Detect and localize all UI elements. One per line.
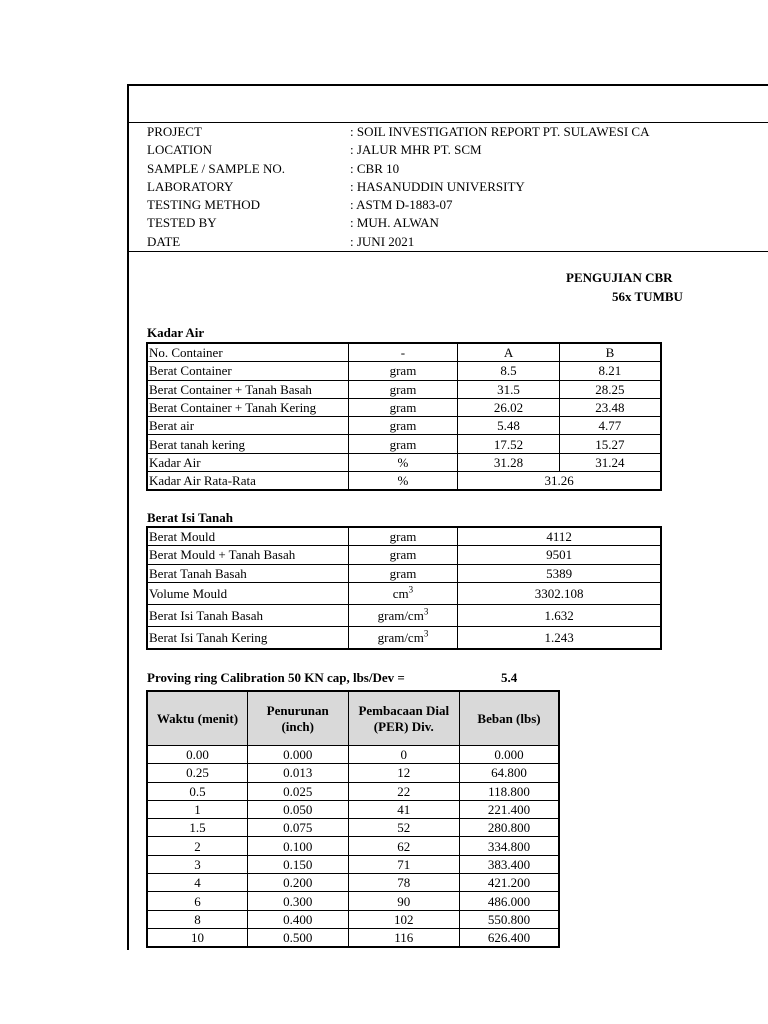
kadar-air-row bbox=[147, 435, 661, 453]
kadar-air-a: 31.5 bbox=[458, 380, 560, 398]
berat-isi-unit-exponent: 3 bbox=[423, 628, 429, 639]
load-cell-waktu: 3 bbox=[147, 855, 247, 873]
kadar-air-label: Berat Container + Tanah Basah bbox=[147, 380, 348, 398]
kadar-air-unit: % bbox=[348, 453, 458, 471]
kadar-air-b: 28.25 bbox=[559, 380, 661, 398]
load-row bbox=[147, 819, 559, 837]
load-cell-beban: 334.800 bbox=[460, 837, 559, 855]
load-cell-waktu: 0.5 bbox=[147, 782, 247, 800]
info-value: : JUNI 2021 bbox=[350, 233, 415, 249]
header-separator-bottom bbox=[129, 251, 768, 252]
berat-isi-label: Berat Isi Tanah Basah bbox=[147, 604, 348, 626]
kadar-air-a: 17.52 bbox=[458, 435, 560, 453]
kadar-air-row bbox=[147, 362, 661, 380]
load-cell-beban: 626.400 bbox=[460, 928, 559, 947]
info-label: TESTED BY bbox=[147, 215, 217, 231]
berat-isi-label: Berat Mould bbox=[147, 527, 348, 546]
header-pembacaan-dial: Pembacaan Dial (PER) Div. bbox=[348, 691, 460, 746]
kadar-air-label: Kadar Air bbox=[147, 453, 348, 471]
info-value: : SOIL INVESTIGATION REPORT PT. SULAWESI CA bbox=[350, 124, 650, 139]
load-cell-penurunan: 0.300 bbox=[247, 892, 348, 910]
load-row bbox=[147, 855, 559, 873]
berat-isi-value: 1.243 bbox=[458, 626, 661, 649]
kadar-air-a: 8.5 bbox=[458, 362, 560, 380]
frame-top-border bbox=[127, 84, 768, 86]
load-row bbox=[147, 800, 559, 818]
berat-isi-unit-exponent: 3 bbox=[408, 584, 414, 595]
kadar-air-unit: gram bbox=[348, 380, 458, 398]
info-value: : ASTM D-1883-07 bbox=[350, 197, 453, 213]
kadar-air-a: 5.48 bbox=[458, 417, 560, 435]
load-cell-beban: 421.200 bbox=[460, 874, 559, 892]
load-cell-beban: 383.400 bbox=[460, 855, 559, 873]
berat-isi-unit-text: gram bbox=[389, 547, 417, 563]
load-cell-dial: 116 bbox=[348, 928, 460, 947]
berat-isi-value: 3302.108 bbox=[458, 582, 661, 604]
load-cell-waktu: 2 bbox=[147, 837, 247, 855]
kadar-air-header-a: A bbox=[458, 343, 560, 362]
berat-isi-unit bbox=[348, 626, 458, 649]
header-waktu: Waktu (menit) bbox=[147, 691, 247, 746]
load-cell-dial: 78 bbox=[348, 874, 460, 892]
berat-isi-unit bbox=[348, 564, 458, 582]
kadar-air-unit: gram bbox=[348, 417, 458, 435]
load-row bbox=[147, 892, 559, 910]
berat-isi-label: Berat Mould + Tanah Basah bbox=[147, 546, 348, 564]
load-cell-beban: 0.000 bbox=[460, 746, 559, 764]
info-value: : HASANUDDIN UNIVERSITY bbox=[350, 178, 525, 194]
berat-isi-table bbox=[146, 526, 662, 650]
load-cell-dial: 0 bbox=[348, 746, 460, 764]
frame-left-border bbox=[127, 84, 129, 950]
berat-isi-row bbox=[147, 564, 661, 582]
kadar-air-row bbox=[147, 380, 661, 398]
load-cell-penurunan: 0.050 bbox=[247, 800, 348, 818]
kadar-air-row bbox=[147, 453, 661, 471]
berat-isi-unit-text: gram/cm bbox=[377, 629, 424, 645]
berat-isi-unit-text: gram/cm bbox=[377, 607, 424, 623]
kadar-air-header-label: No. Container bbox=[147, 343, 348, 362]
berat-isi-label: Volume Mould bbox=[147, 582, 348, 604]
load-cell-beban: 221.400 bbox=[460, 800, 559, 818]
berat-isi-value: 4112 bbox=[458, 527, 661, 546]
berat-isi-label: Berat Isi Tanah Kering bbox=[147, 626, 348, 649]
berat-isi-unit-text: gram bbox=[389, 529, 417, 545]
kadar-air-unit: gram bbox=[348, 435, 458, 453]
load-cell-beban: 118.800 bbox=[460, 782, 559, 800]
load-cell-penurunan: 0.075 bbox=[247, 819, 348, 837]
kadar-air-header-unit: - bbox=[348, 343, 458, 362]
load-cell-penurunan: 0.150 bbox=[247, 855, 348, 873]
info-label: TESTING METHOD bbox=[147, 197, 261, 213]
info-value: : CBR 10 bbox=[350, 160, 400, 176]
load-cell-penurunan: 0.500 bbox=[247, 928, 348, 947]
berat-isi-unit bbox=[348, 546, 458, 564]
load-cell-dial: 41 bbox=[348, 800, 460, 818]
load-table-header-row bbox=[147, 691, 559, 746]
kadar-air-label: Berat Container + Tanah Kering bbox=[147, 398, 348, 416]
load-cell-penurunan: 0.100 bbox=[247, 837, 348, 855]
load-cell-dial: 52 bbox=[348, 819, 460, 837]
berat-isi-unit bbox=[348, 527, 458, 546]
kadar-air-label: Berat tanah kering bbox=[147, 435, 348, 453]
kadar-air-average-row bbox=[147, 472, 661, 491]
kadar-air-row bbox=[147, 417, 661, 435]
header-penurunan: Penurunan (inch) bbox=[247, 691, 348, 746]
berat-isi-unit bbox=[348, 582, 458, 604]
load-cell-dial: 62 bbox=[348, 837, 460, 855]
kadar-air-a: 31.28 bbox=[458, 453, 560, 471]
kadar-air-unit: gram bbox=[348, 398, 458, 416]
load-cell-penurunan: 0.400 bbox=[247, 910, 348, 928]
load-cell-waktu: 1.5 bbox=[147, 819, 247, 837]
info-label: DATE bbox=[147, 233, 181, 249]
header-beban: Beban (lbs) bbox=[460, 691, 559, 746]
kadar-air-label: Berat air bbox=[147, 417, 348, 435]
load-row bbox=[147, 782, 559, 800]
load-cell-penurunan: 0.000 bbox=[247, 746, 348, 764]
load-cell-waktu: 8 bbox=[147, 910, 247, 928]
load-cell-beban: 550.800 bbox=[460, 910, 559, 928]
berat-isi-row bbox=[147, 626, 661, 649]
info-label: LABORATORY bbox=[147, 178, 234, 194]
kadar-air-table bbox=[146, 342, 662, 491]
berat-isi-value: 1.632 bbox=[458, 604, 661, 626]
load-cell-waktu: 0.25 bbox=[147, 764, 247, 782]
berat-isi-value: 5389 bbox=[458, 564, 661, 582]
load-cell-waktu: 10 bbox=[147, 928, 247, 947]
kadar-air-header-row bbox=[147, 343, 661, 362]
kadar-air-b: 4.77 bbox=[559, 417, 661, 435]
load-cell-waktu: 1 bbox=[147, 800, 247, 818]
load-cell-dial: 12 bbox=[348, 764, 460, 782]
info-label: SAMPLE / SAMPLE NO. bbox=[147, 160, 285, 176]
load-cell-dial: 90 bbox=[348, 892, 460, 910]
berat-isi-label: Berat Tanah Basah bbox=[147, 564, 348, 582]
load-row bbox=[147, 837, 559, 855]
berat-isi-row bbox=[147, 582, 661, 604]
load-cell-beban: 64.800 bbox=[460, 764, 559, 782]
kadar-air-unit: gram bbox=[348, 362, 458, 380]
proving-ring-label: Proving ring Calibration 50 KN cap, lbs/Dev = bbox=[147, 670, 405, 685]
load-table bbox=[146, 690, 560, 948]
load-cell-penurunan: 0.013 bbox=[247, 764, 348, 782]
berat-isi-unit-text: cm bbox=[392, 585, 409, 601]
load-cell-waktu: 0.00 bbox=[147, 746, 247, 764]
load-row bbox=[147, 874, 559, 892]
report-title: PENGUJIAN CBR bbox=[566, 270, 673, 285]
info-label: PROJECT bbox=[147, 124, 202, 139]
berat-isi-title: Berat Isi Tanah bbox=[147, 510, 233, 525]
kadar-air-row bbox=[147, 398, 661, 416]
kadar-air-header-b: B bbox=[559, 343, 661, 362]
load-cell-dial: 22 bbox=[348, 782, 460, 800]
load-cell-dial: 71 bbox=[348, 855, 460, 873]
kadar-air-average-label: Kadar Air Rata-Rata bbox=[147, 472, 348, 491]
berat-isi-unit-exponent: 3 bbox=[423, 606, 429, 617]
load-cell-dial: 102 bbox=[348, 910, 460, 928]
info-value: : MUH. ALWAN bbox=[350, 215, 439, 231]
load-cell-beban: 486.000 bbox=[460, 892, 559, 910]
berat-isi-row bbox=[147, 604, 661, 626]
berat-isi-value: 9501 bbox=[458, 546, 661, 564]
report-subtitle: 56x TUMBU bbox=[612, 289, 683, 304]
load-row bbox=[147, 928, 559, 947]
kadar-air-b: 23.48 bbox=[559, 398, 661, 416]
load-cell-penurunan: 0.200 bbox=[247, 874, 348, 892]
kadar-air-b: 8.21 bbox=[559, 362, 661, 380]
load-row bbox=[147, 910, 559, 928]
berat-isi-row bbox=[147, 546, 661, 564]
load-cell-waktu: 6 bbox=[147, 892, 247, 910]
kadar-air-label: Berat Container bbox=[147, 362, 348, 380]
berat-isi-unit bbox=[348, 604, 458, 626]
kadar-air-b: 15.27 bbox=[559, 435, 661, 453]
load-cell-beban: 280.800 bbox=[460, 819, 559, 837]
load-cell-penurunan: 0.025 bbox=[247, 782, 348, 800]
kadar-air-b: 31.24 bbox=[559, 453, 661, 471]
kadar-air-average-unit: % bbox=[348, 472, 458, 491]
load-row bbox=[147, 746, 559, 764]
info-label: LOCATION bbox=[147, 142, 212, 158]
kadar-air-a: 26.02 bbox=[458, 398, 560, 416]
info-value: : JALUR MHR PT. SCM bbox=[350, 142, 482, 158]
berat-isi-unit-text: gram bbox=[389, 565, 417, 581]
kadar-air-title: Kadar Air bbox=[147, 325, 205, 340]
kadar-air-average-value: 31.26 bbox=[458, 472, 661, 491]
berat-isi-row bbox=[147, 527, 661, 546]
load-row bbox=[147, 764, 559, 782]
proving-ring-value: 5.4 bbox=[501, 670, 518, 685]
load-cell-waktu: 4 bbox=[147, 874, 247, 892]
